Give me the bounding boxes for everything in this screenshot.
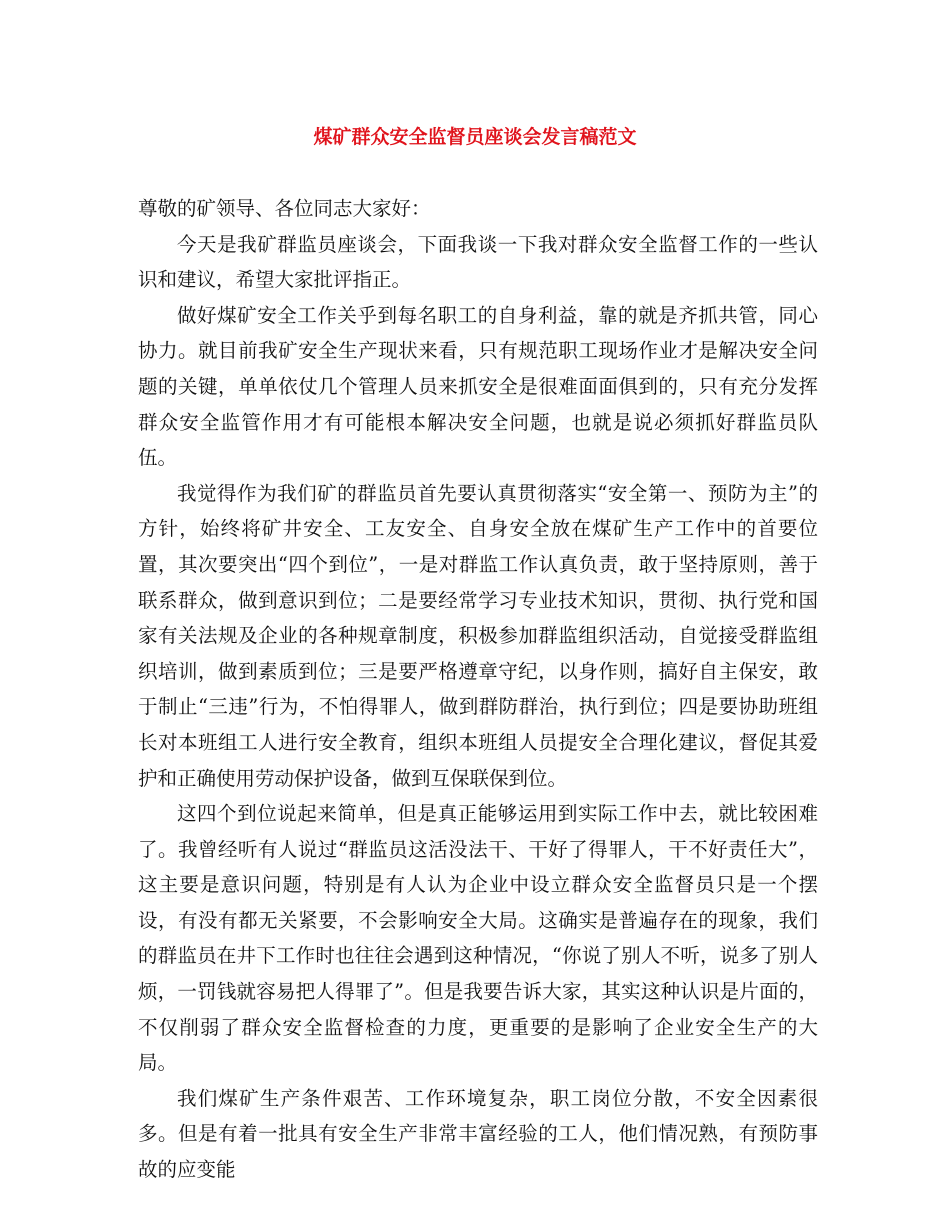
paragraph: 我觉得作为我们矿的群监员首先要认真贯彻落实“安全第一、预防为主”的方针，始终将矿井安全、工友安全、自身安全放在煤矿生产工作中的首要位置，其次要突出“四个到位”，一是对群监工作认真负责，敢于坚持原则，善于联系群众，做到意识到位；二是要经常学习专业技术知识，贯彻、执行党和国家有关法规及企业的各种规章制度，积极参加群监组织活动，自觉接受群监组织培训，做到素质到位；三是要严格遵章守纪，以身作则，搞好自主保安，敢于制止“三违”行为，不怕得罪人，做到群防群治，执行到位；四是要协助班组长对本班组工人进行安全教育，组织本班组人员提安全合理化建议，督促其爱护和正确使用劳动保护设备，做到互保联保到位。 <box>138 481 818 790</box>
document-title: 煤矿群众安全监督员座谈会发言稿范文 <box>313 126 637 148</box>
paragraph: 这四个到位说起来简单，但是真正能够运用到实际工作中去，就比较困难了。我曾经听有人说过“群监员这活没法干、干好了得罪人，干不好责任大”，这主要是意识问题，特别是有人认为企业中设立群众安全监督员只是一个摆设，有没有都无关紧要，不会影响安全大局。这确实是普遍存在的现象，我们的群监员在井下工作时也往往会遇到这种情况，“你说了别人不听，说多了别人烦，一罚钱就容易把人得罪了”。但是我要告诉大家，其实这种认识是片面的，不仅削弱了群众安全监督检查的力度，更重要的是影响了企业安全生产的大局。 <box>138 802 818 1075</box>
paragraph: 我们煤矿生产条件艰苦、工作环境复杂，职工岗位分散，不安全因素很多。但是有着一批具有安全生产非常丰富经验的工人，他们情况熟，有预防事故的应变能 <box>138 1086 818 1182</box>
salutation: 尊敬的矿领导、各位同志大家好： <box>138 197 431 220</box>
paragraph: 做好煤矿安全工作关乎到每名职工的自身利益，靠的就是齐抓共管，同心协力。就目前我矿安全生产现状来看，只有规范职工现场作业才是解决安全问题的关键，单单依仗几个管理人员来抓安全是很难面面俱到的，只有充分发挥群众安全监管作用才有可能根本解决安全问题，也就是说必须抓好群监员队伍。 <box>138 303 818 470</box>
document-body <box>138 191 818 1188</box>
paragraph: 今天是我矿群监员座谈会，下面我谈一下我对群众安全监督工作的一些认识和建议，希望大家批评指正。 <box>138 232 818 292</box>
